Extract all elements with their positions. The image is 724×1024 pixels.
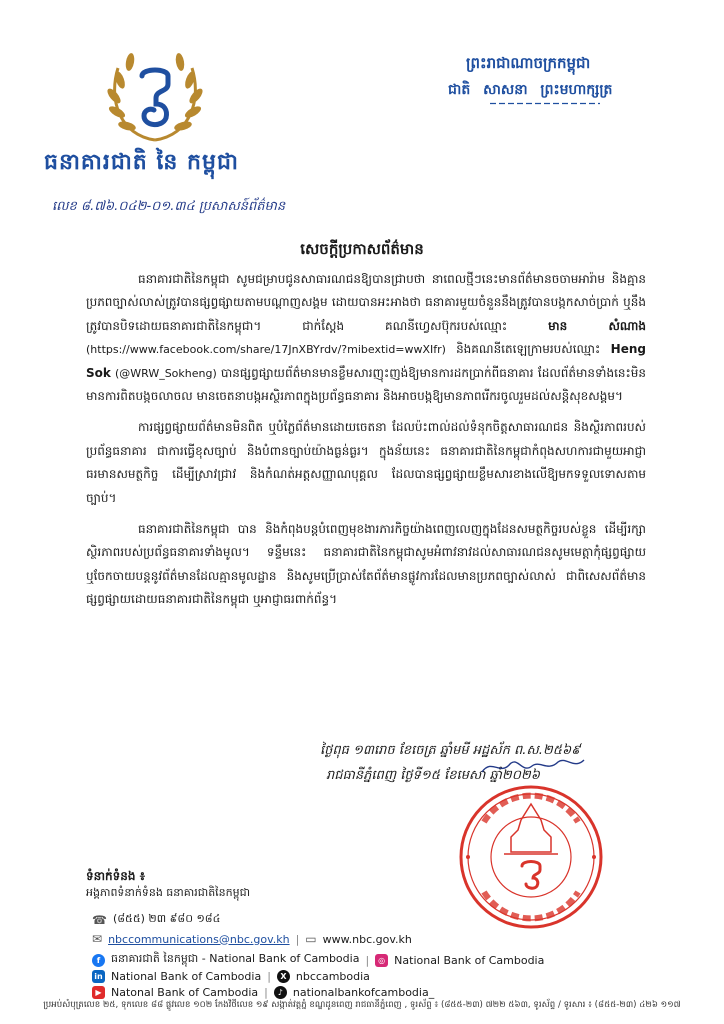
paragraph-text: បានផ្សព្វផ្សាយព័ត៌មានមានខ្លឹមសារញុះញង់ឱ្យមានការដកប្រាក់ពីធនាគារ ដែលព័ត៌មានទាំងនេះមិនមានការពិតបង្កចលាចល មានចេតនាបង្កអស្ថិរភាពក្នុងប្រព័ន្ធធនាគារ និងអាចបង្កឱ្យមានភាពរើករចូលរួមដល់សន្តិសុខសង្គម។	[86, 365, 646, 404]
official-stamp-icon	[456, 782, 606, 932]
body-paragraph: ធនាគារជាតិនៃកម្ពុជា បាន និងកំពុងបន្តបំពេញមុខងារភារកិច្ចយ៉ាងពេញលេញក្នុងដែនសមត្ថកិច្ចរបស់ខ្លួន ដើម្បីរក្សាស្ថិរភាពរបស់ប្រព័ន្ធធនាគារទាំងមូល។ ទន្ទឹមនេះ ធនាគារជាតិនៃកម្ពុជាសូមអំពាវនាវដល់សាធារណជនសូមមេត្តាកុំផ្សព្វផ្សាយ ឬចែកចាយបន្តនូវព័ត៌មានដែលគ្មានមូលដ្ឋាន និងសូមប្រើប្រាស់តែព័ត៌មានផ្លូវការដែលមានប្រភពច្បាស់លាស់ ជាពិសេសព័ត៌មានផ្សព្វផ្សាយដោយធនាគារជាតិនៃកម្ពុជា ឬអាជ្ញាធរពាក់ព័ន្ធ។	[86, 522, 646, 607]
footer-address: ប្រអប់សំបុត្រលេខ ២៥, ទុកលេខ ៨៨ ផ្លូវលេខ ១០២ កែងវិថីលេខ ១៩ សង្កាត់វត្តភ្នំ ខណ្ឌដូនពេញ រាជធានីភ្នំពេញ , ទូរស័ព្ទ ៖ (៨៥៥-២៣) ៧២២ ៥៦៣, ទូរស័ព្ទ / ទូរសារ ៖ (៨៥៥-២៣) ៤២៦ ១១៧	[43, 1000, 681, 1010]
account-name: Heng Sok	[86, 342, 646, 380]
body-paragraph	[86, 268, 646, 408]
contact-phone: (៨៥៥) ២៣ ៩៨០ ១៨៤	[112, 912, 221, 925]
body-paragraph: ការផ្សព្វផ្សាយព័ត៌មានមិនពិត ឬបំភ្លៃព័ត៌មានដោយចេតនា ដែលប៉ះពាល់ដល់ទំនុកចិត្តសាធារណជន និងស្ថិរភាពរបស់ប្រព័ន្ធធនាគារ ជាការធ្វើខុសច្បាប់ និងបំពានច្បាប់យ៉ាងធ្ងន់ធ្ងរ។ ក្នុងន័យនេះ ធនាគារជាតិនៃកម្ពុជាកំពុងសហការជាមួយអាជ្ញាធរមានសមត្ថកិច្ច ដើម្បីស្រាវជ្រាវ និងកំណត់អត្តសញ្ញាណបុគ្គល ដែលបានផ្សព្វផ្សាយខ្លឹមសារខាងលើឱ្យមកទទួលទោសតាមច្បាប់។	[86, 420, 646, 505]
social-row-1	[92, 952, 544, 968]
motto-ornament-icon	[490, 102, 600, 105]
kingdom-heading: ព្រះរាជាណាចក្រកម្ពុជា	[466, 54, 591, 72]
press-release-body	[86, 268, 646, 620]
facebook-icon: f	[92, 954, 105, 967]
national-motto: ជាតិ សាសនា ព្រះមហាក្សត្រ	[448, 82, 613, 98]
linkedin-icon: in	[92, 970, 105, 983]
reference-number: លេខ ៨.៧៦.០៤២-០១.៣៤ ប្រសាសន៍ព័ត៌មាន	[52, 199, 286, 214]
press-release-title: សេចក្តីប្រកាសព័ត៌មាន	[300, 240, 424, 258]
contact-email-link[interactable]: nbccommunications@nbc.gov.kh	[108, 932, 290, 946]
nbc-emblem-icon	[100, 40, 210, 150]
x-icon: X	[277, 970, 290, 983]
contact-web-row	[92, 932, 412, 946]
instagram-icon: ◎	[375, 954, 388, 967]
city-date: រាជធានីភ្នំពេញ ថ្ងៃទី១៥ ខែមេសា ឆ្នាំ២០២៦	[326, 768, 540, 783]
contact-phone-row	[92, 912, 220, 928]
facebook-link[interactable]: ធនាគារជាតិ នៃកម្ពុជា - National Bank of Cambodia	[111, 952, 360, 965]
tiktok-link[interactable]: nationalbankofcambodia_	[292, 986, 435, 999]
separator: |	[365, 953, 370, 967]
paragraph-text: និងគណនីតេឡេក្រាមរបស់ឈ្មោះ	[456, 342, 611, 357]
separator: |	[295, 932, 300, 946]
separator: |	[267, 970, 271, 983]
bank-name: ធនាគារជាតិ នៃ កម្ពុជា	[44, 150, 239, 175]
instagram-link[interactable]: National Bank of Cambodia	[394, 953, 545, 967]
lunar-date: ថ្ងៃពុធ ១៣រោច ខែចេត្រ ឆ្នាំមមី អដ្ឋស័ក ព.ស.២៥៦៩	[320, 743, 581, 758]
social-row-2	[92, 970, 370, 983]
x-link[interactable]: nbccambodia	[295, 970, 370, 983]
facebook-link-text: (https://www.facebook.com/share/17JnXBYrdv/?mibextid=wwXIfr)	[86, 343, 457, 357]
contact-heading: ទំនាក់ទំនង ៖	[86, 869, 145, 883]
linkedin-link[interactable]: National Bank of Cambodia	[111, 970, 262, 983]
paragraph-text: ធនាគារជាតិនៃកម្ពុជា សូមជម្រាបជូនសាធារណជនឱ្យបានជ្រាបថា នាពេលថ្មីៗនេះមានព័ត៌មានចចាមអារ៉ាម និងគ្មានប្រភពច្បាស់លាស់ត្រូវបានផ្សព្វផ្សាយតាមបណ្តាញសង្គម ដោយបានអះអាងថា ធនាគារមួយចំនួននឹងត្រូវបានបង្កកសាច់ប្រាក់ ឬនឹងត្រូវបានបិទដោយធនាគារជាតិនៃកម្ពុជា។ ជាក់ស្តែង គណនីហ្វេសប៊ុករបស់ឈ្មោះ	[86, 272, 646, 333]
mail-icon: ✉	[92, 932, 103, 946]
youtube-icon: ▶	[92, 986, 105, 999]
contact-website-link[interactable]: www.nbc.gov.kh	[322, 932, 412, 946]
signature-icon	[478, 754, 588, 778]
account-name: មាន សំណាង	[548, 318, 646, 333]
separator: |	[264, 986, 268, 999]
social-row-3	[92, 986, 434, 999]
tiktok-icon: ♪	[274, 986, 287, 999]
telegram-handle: (@WRW_Sokheng)	[110, 366, 221, 380]
web-icon: ▭	[305, 932, 317, 946]
phone-icon: ☎	[92, 913, 107, 927]
contact-department: អង្គភាពទំនាក់ទំនង ធនាគារជាតិនៃកម្ពុជា	[86, 886, 251, 899]
youtube-link[interactable]: Natonal Bank of Cambodia	[111, 986, 259, 999]
